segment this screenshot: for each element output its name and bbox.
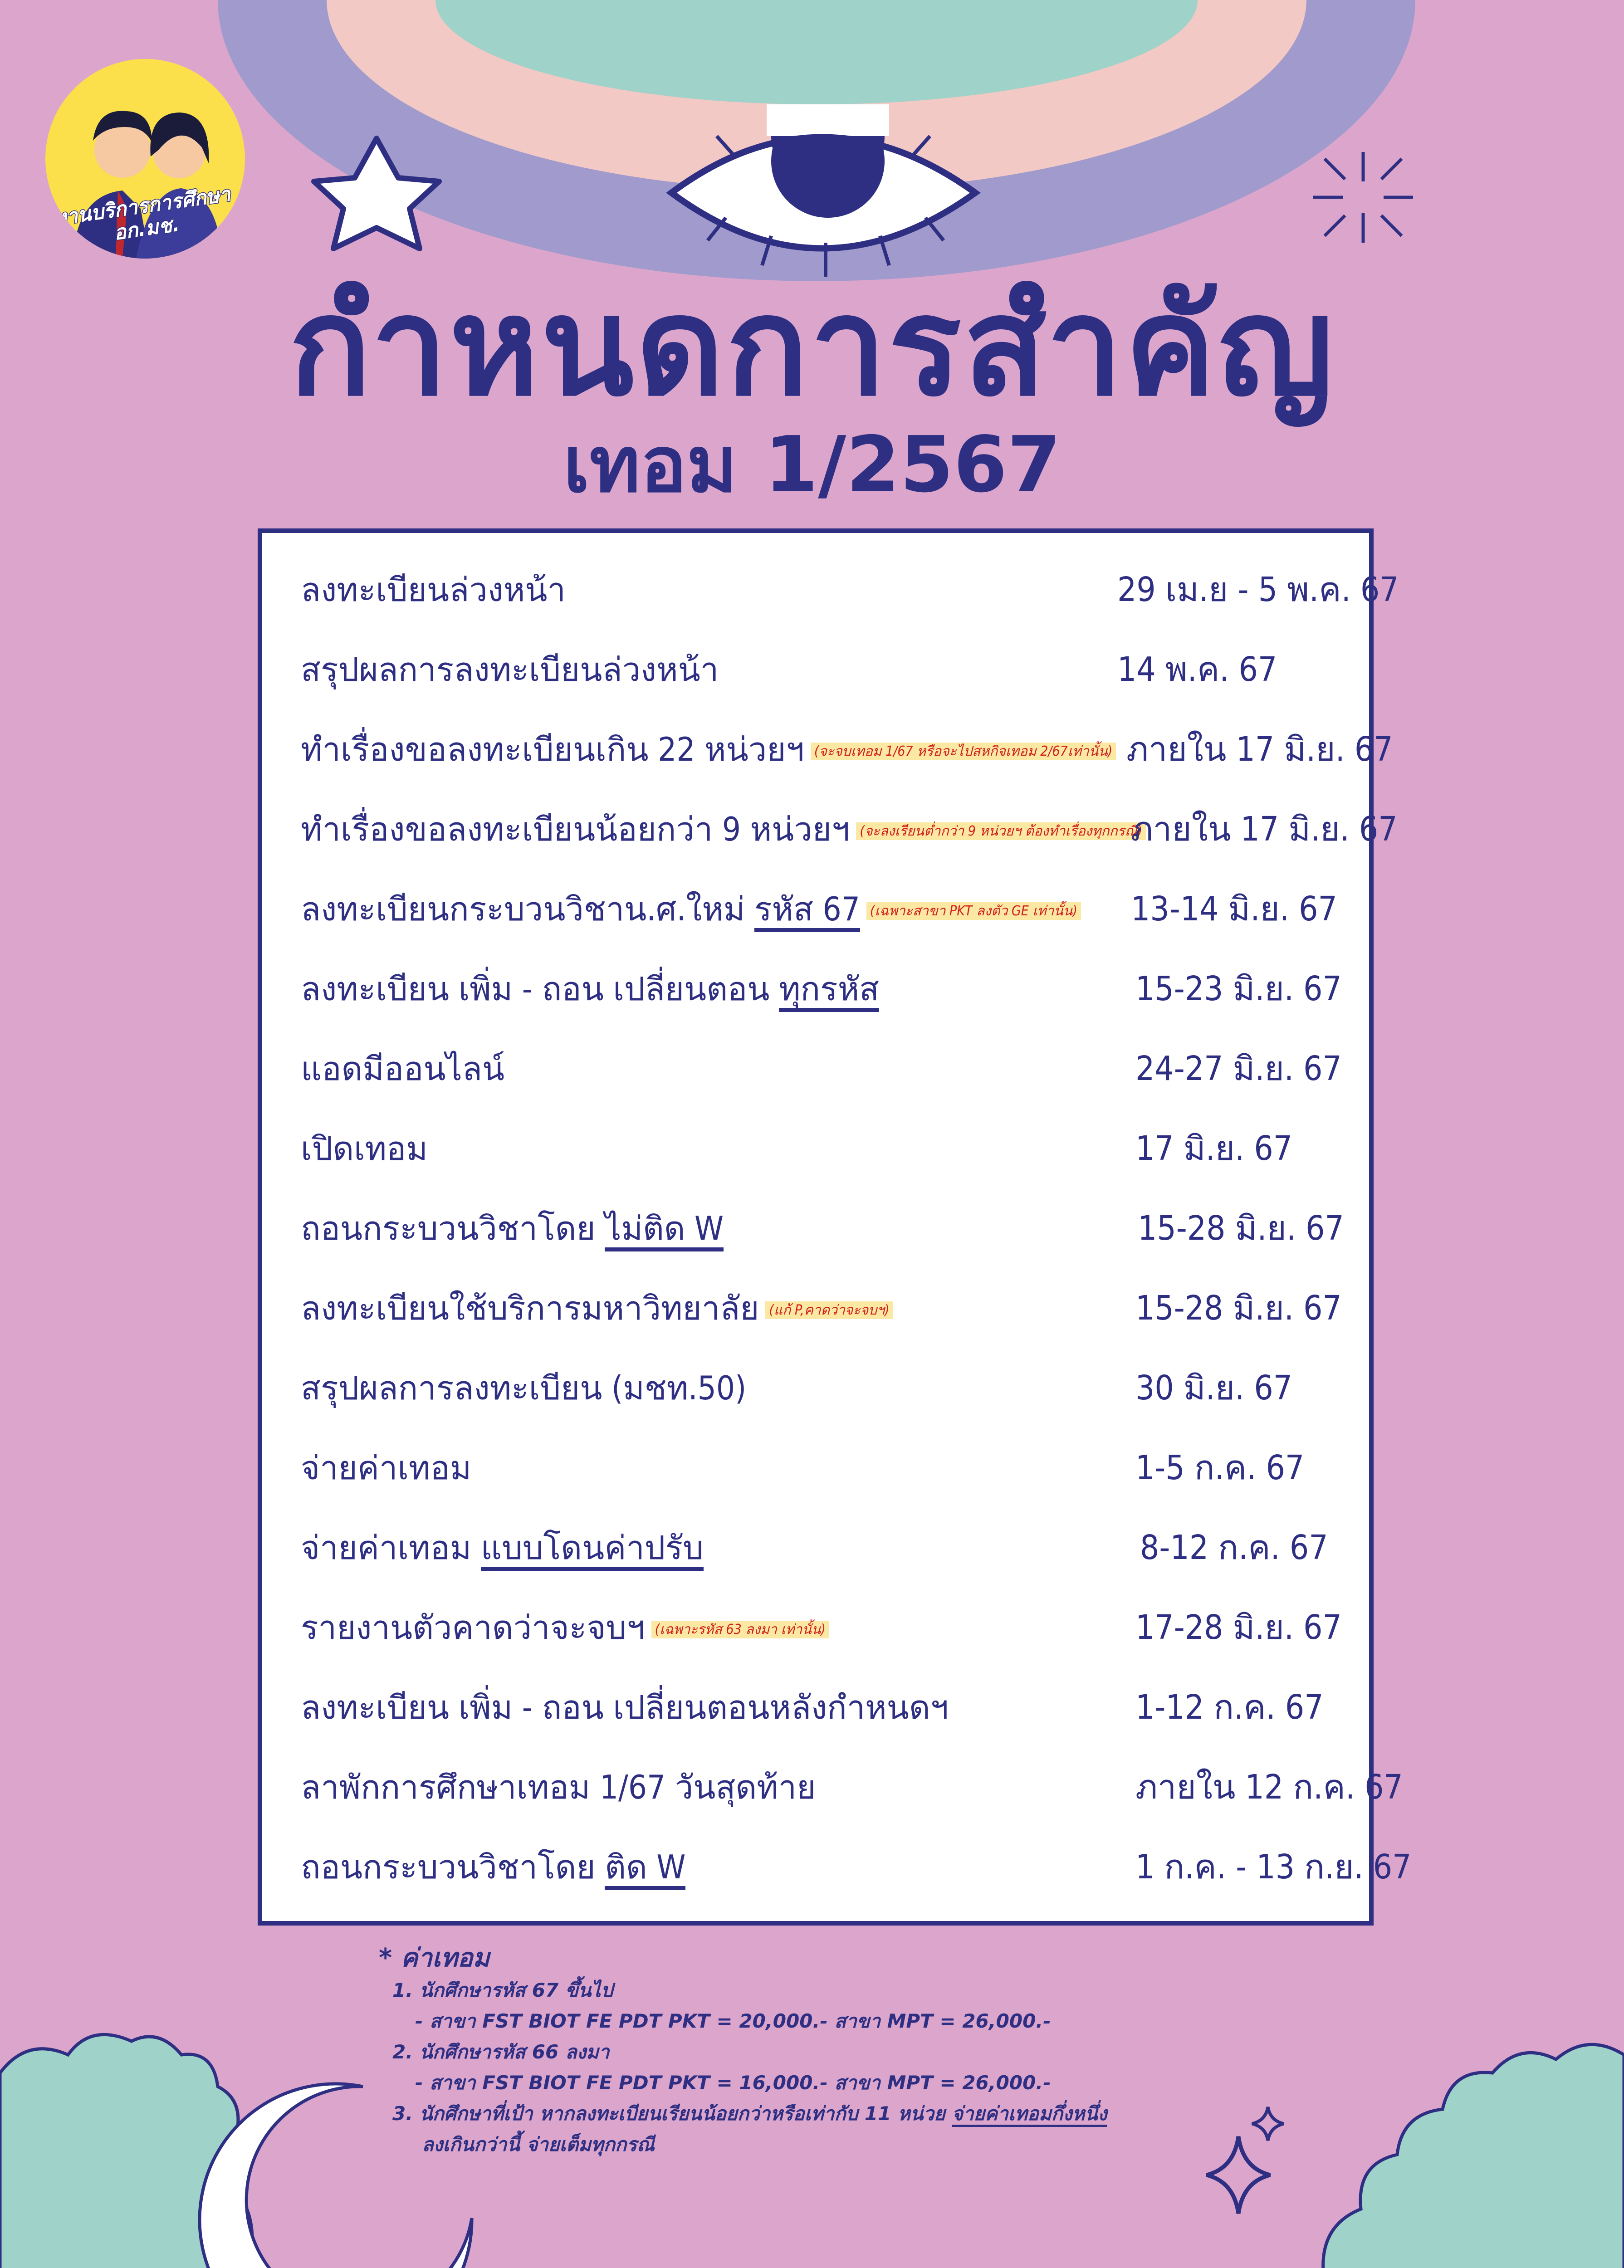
logo-badge [45,59,245,259]
schedule-row [301,1758,1403,1812]
schedule-row [301,1838,1412,1892]
page-title: กำหนดการสำคัญ [289,268,1335,426]
schedule-label: ลงทะเบียนใช้บริการมหาวิทยาลัย (แก้ P,คาดว่าจะจบฯ) [301,1288,893,1331]
schedule-row [301,1598,1344,1652]
schedule-date: ภายใน 12 ก.ค. 67 [1135,1768,1403,1807]
schedule-label: ลงทะเบียนล่วงหน้า [301,571,566,609]
schedule-date: 17-28 มิ.ย. 67 [1135,1608,1342,1647]
schedule-label: แอดมีออนไลน์ [301,1050,505,1088]
schedule-row [301,800,1398,854]
schedule-date: 1 ก.ค. - 13 ก.ย. 67 [1135,1848,1412,1887]
schedule-row [301,1199,1344,1253]
schedule-label: ทำเรื่องขอลงทะเบียนน้อยกว่า 9 หน่วยฯ (จะลงเรียนต่ำกว่า 9 หน่วยฯ ต้องทำเรื่องทุกกรณี) [301,809,1146,852]
schedule-label: ลงทะเบียน เพิ่ม - ถอน เปลี่ยนตอนหลังกำหนดฯ [301,1688,949,1726]
schedule-row [301,1279,1344,1333]
schedule-date: 30 มิ.ย. 67 [1135,1369,1293,1408]
schedule-row [301,1119,1344,1173]
schedule-label: ลาพักการศึกษาเทอม 1/67 วันสุดท้าย [301,1768,816,1806]
footnote-emphasis: จ่ายค่าเทอมกึ่งหนึ่ง [952,2102,1107,2127]
schedule-note: (เฉพาะสาขา PKT ลงตัว GE เท่านั้น) [866,902,1081,920]
schedule-label: สรุปผลการลงทะเบียนล่วงหน้า [301,650,719,689]
schedule-label-underlined: ทุกรหัส [779,970,879,1012]
schedule-label: ลงทะเบียน เพิ่ม - ถอน เปลี่ยนตอน ทุกรหัส [301,968,879,1009]
schedule-date: 13-14 มิ.ย. 67 [1131,890,1337,929]
schedule-label: จ่ายค่าเทอม [301,1449,472,1487]
schedule-note: (เฉพาะรหัส 63 ลงมา เท่านั้น) [651,1621,829,1638]
footnote-line: ลงเกินกว่านี้ จ่ายเต็มทุกกรณี [422,2133,655,2156]
schedule-label: ถอนกระบวนวิชาโดย ไม่ติด W [301,1208,724,1249]
schedule-date: 15-28 มิ.ย. 67 [1135,1289,1342,1328]
logo-text: งานบริการการศึกษา อก.มช. [55,182,232,245]
schedule-label: ถอนกระบวนวิชาโดย ติด W [301,1847,685,1887]
schedule-label: เปิดเทอม [301,1129,428,1168]
schedule-row [301,1039,1344,1094]
footnote-line: - สาขา FST BIOT FE PDT PKT = 16,000.- สาขา MPT = 26,000.- [415,2072,1051,2094]
schedule-date: ภายใน 17 มิ.ย. 67 [1126,730,1393,769]
schedule-date: 17 มิ.ย. 67 [1135,1129,1293,1168]
schedule-label: ทำเรื่องขอลงทะเบียนเกิน 22 หน่วยฯ (จะจบเทอม 1/67 หรือจะไปสหกิจเทอม 2/67เท่านั้น) [301,729,1116,772]
schedule-row [301,959,1344,1014]
schedule-date: 29 เม.ย - 5 พ.ค. 67 [1117,570,1399,609]
schedule-label-underlined: รหัส 67 [754,890,860,932]
cloud-right [1323,2044,1624,2268]
schedule-note: (จะจบเทอม 1/67 หรือจะไปสหกิจเทอม 2/67เท่านั้น) [811,743,1116,760]
schedule-label-underlined: แบบโดนค่าปรับ [481,1529,704,1571]
schedule-row [301,720,1393,774]
schedule-date: 15-23 มิ.ย. 67 [1135,969,1342,1008]
schedule-date: 14 พ.ค. 67 [1117,650,1277,689]
schedule-label-underlined: ติด W [605,1848,685,1890]
page-subtitle: เทอม 1/2567 [563,420,1061,510]
footnote-line: 1. นักศึกษารหัส 67 ขึ้นไป [392,1979,613,2001]
schedule-date: 24-27 มิ.ย. 67 [1135,1049,1342,1088]
schedule-row [301,1678,1344,1732]
schedule-row [301,1359,1344,1413]
footnote-line: 3. นักศึกษาที่เป้า หากลงทะเบียนเรียนน้อยกว่าหรือเท่ากับ 11 หน่วย จ่ายค่าเทอมกึ่งหนึ่ง [379,2098,1331,2129]
schedule-label: ลงทะเบียนกระบวนวิชาน.ศ.ใหม่ รหัส 67 (เฉพาะสาขา PKT ลงตัว GE เท่านั้น) [301,889,1081,932]
schedule-label: สรุปผลการลงทะเบียน (มชท.50) [301,1369,747,1407]
schedule-date: ภายใน 17 มิ.ย. 67 [1131,810,1398,849]
tuition-footnote [379,1941,1331,2160]
schedule-row [301,1518,1344,1573]
schedule-label: รายงานตัวคาดว่าจะจบฯ (เฉพาะรหัส 63 ลงมา เท่านั้น) [301,1607,829,1650]
schedule-row [301,640,1344,694]
schedule-row [301,1438,1344,1493]
schedule-date: 15-28 มิ.ย. 67 [1138,1209,1344,1248]
schedule-date: 1-5 ก.ค. 67 [1135,1448,1305,1487]
footnote-title: * ค่าเทอม [379,1943,490,1973]
sparkle-icon [1313,152,1413,243]
schedule-date: 8-12 ก.ค. 67 [1140,1528,1328,1567]
schedule-label-underlined: ไม่ติด W [605,1209,724,1251]
schedule-note: (แก้ P,คาดว่าจะจบฯ) [765,1301,893,1319]
footnote-line: 2. นักศึกษารหัส 66 ลงมา [392,2041,610,2063]
schedule-date: 1-12 ก.ค. 67 [1135,1688,1324,1727]
schedule-label: จ่ายค่าเทอม แบบโดนค่าปรับ [301,1527,704,1568]
footnote-line: - สาขา FST BIOT FE PDT PKT = 20,000.- สาขา MPT = 26,000.- [415,2010,1051,2032]
schedule-panel [258,528,1412,1926]
schedule-row [301,560,1399,615]
schedule-note: (จะลงเรียนต่ำกว่า 9 หน่วยฯ ต้องทำเรื่องทุกกรณี) [856,822,1146,840]
schedule-row [301,880,1344,934]
